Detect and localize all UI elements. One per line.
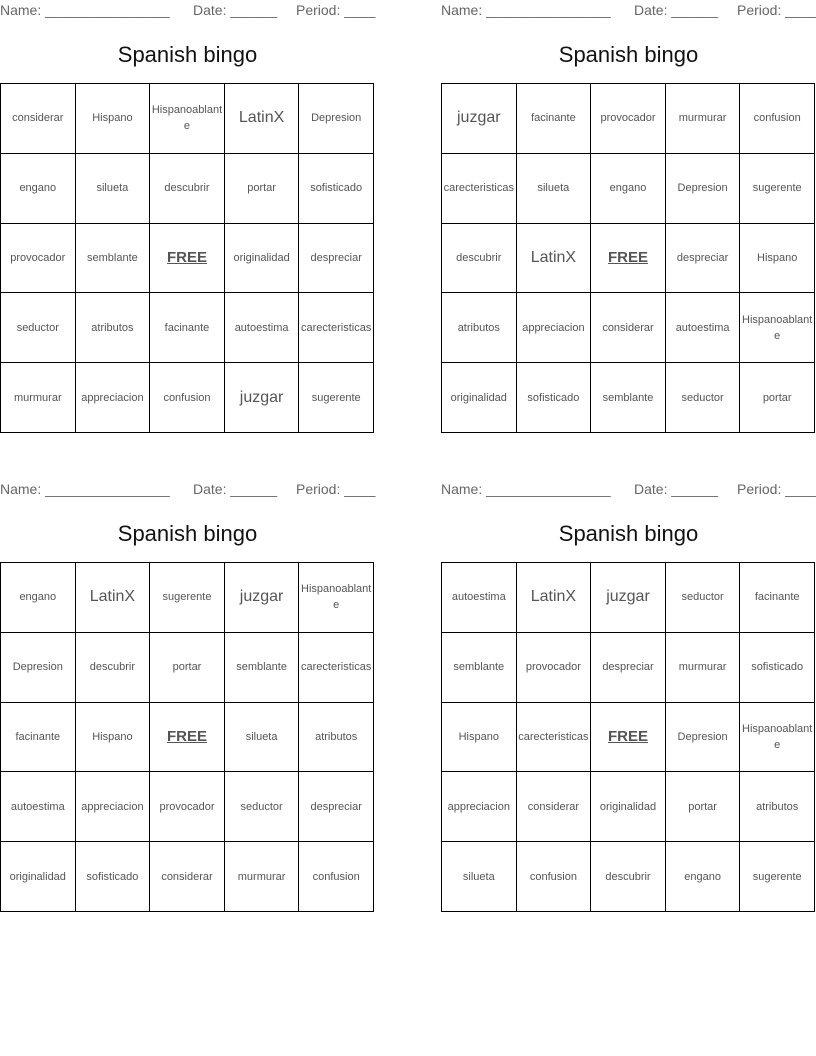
bingo-cell: sugerente [150, 563, 225, 633]
bingo-cell: provocador [150, 772, 225, 842]
bingo-cell: considerar [150, 842, 225, 912]
bingo-cell: descubrir [591, 842, 666, 912]
name-field: Name: ________________ [441, 2, 611, 18]
bingo-cell: confusion [299, 842, 374, 912]
bingo-cell: sofisticado [299, 154, 374, 224]
bingo-cell: juzgar [591, 563, 666, 633]
bingo-cell: confusion [740, 84, 815, 154]
bingo-cell: confusion [150, 363, 225, 433]
bingo-cell: originalidad [442, 363, 517, 433]
bingo-cell: semblante [76, 224, 151, 294]
bingo-cell: appreciacion [76, 772, 151, 842]
period-field: Period: ____ [296, 481, 376, 497]
bingo-cell: considerar [591, 293, 666, 363]
card-title: Spanish bingo [558, 42, 699, 67]
bingo-cell: provocador [591, 84, 666, 154]
bingo-cell: autoestima [225, 293, 300, 363]
bingo-cell: juzgar [442, 84, 517, 154]
bingo-cell: Hispanoablante [150, 84, 225, 154]
bingo-cell: silueta [225, 703, 300, 773]
bingo-cell: atributos [76, 293, 151, 363]
bingo-cell: sofisticado [740, 633, 815, 703]
bingo-cell: considerar [517, 772, 592, 842]
bingo-cell: juzgar [225, 363, 300, 433]
bingo-cell: sugerente [299, 363, 374, 433]
bingo-cell: Hispano [740, 224, 815, 294]
bingo-cell: atributos [442, 293, 517, 363]
period-field: Period: ____ [737, 481, 816, 497]
bingo-cell: appreciacion [76, 363, 151, 433]
student-info-line [441, 0, 816, 20]
bingo-cell: carecteristicas [299, 293, 374, 363]
bingo-cell: autoestima [1, 772, 76, 842]
card-title: Spanish bingo [117, 42, 258, 67]
bingo-grid [0, 562, 374, 912]
student-info-line [0, 0, 375, 20]
bingo-cell: confusion [517, 842, 592, 912]
name-field: Name: ________________ [441, 481, 611, 497]
bingo-cell: descubrir [442, 224, 517, 294]
name-field: Name: ________________ [0, 481, 170, 497]
bingo-cell: sofisticado [517, 363, 592, 433]
period-field: Period: ____ [737, 2, 816, 18]
free-space: FREE [150, 703, 225, 773]
bingo-cell: murmurar [1, 363, 76, 433]
bingo-cell: sofisticado [76, 842, 151, 912]
bingo-cell: despreciar [666, 224, 741, 294]
card-title: Spanish bingo [558, 521, 699, 546]
free-space: FREE [591, 224, 666, 294]
bingo-cell: provocador [517, 633, 592, 703]
bingo-cell: portar [225, 154, 300, 224]
bingo-cell: seductor [666, 363, 741, 433]
bingo-cell: engano [1, 563, 76, 633]
bingo-cell: atributos [740, 772, 815, 842]
date-field: Date: ______ [193, 481, 278, 497]
bingo-cell: appreciacion [517, 293, 592, 363]
bingo-cell: originalidad [225, 224, 300, 294]
bingo-grid [441, 83, 815, 433]
bingo-cell: juzgar [225, 563, 300, 633]
bingo-cell: despreciar [591, 633, 666, 703]
bingo-cell: despreciar [299, 772, 374, 842]
bingo-cell: atributos [299, 703, 374, 773]
bingo-cell: murmurar [666, 633, 741, 703]
bingo-cell: semblante [442, 633, 517, 703]
bingo-cell: murmurar [666, 84, 741, 154]
bingo-cell: engano [591, 154, 666, 224]
bingo-grid [441, 562, 815, 912]
bingo-cell: semblante [591, 363, 666, 433]
bingo-cell: engano [1, 154, 76, 224]
bingo-cell: engano [666, 842, 741, 912]
bingo-cell: descubrir [150, 154, 225, 224]
bingo-cell: originalidad [591, 772, 666, 842]
student-info-line [441, 479, 816, 499]
period-field: Period: ____ [296, 2, 376, 18]
bingo-cell: murmurar [225, 842, 300, 912]
bingo-cell: facinante [740, 563, 815, 633]
bingo-cell: Hispano [76, 703, 151, 773]
bingo-cell: Hispanoablante [740, 293, 815, 363]
bingo-cell: Hispanoablante [299, 563, 374, 633]
date-field: Date: ______ [634, 481, 719, 497]
bingo-cell: Hispano [442, 703, 517, 773]
bingo-cell: facinante [517, 84, 592, 154]
bingo-cell: Hispanoablante [740, 703, 815, 773]
date-field: Date: ______ [193, 2, 278, 18]
bingo-grid [0, 83, 374, 433]
name-field: Name: ________________ [0, 2, 170, 18]
bingo-cell: facinante [1, 703, 76, 773]
bingo-cell: sugerente [740, 154, 815, 224]
bingo-cell: LatinX [225, 84, 300, 154]
bingo-cell: seductor [666, 563, 741, 633]
bingo-cell: portar [150, 633, 225, 703]
bingo-cell: silueta [76, 154, 151, 224]
bingo-cell: autoestima [666, 293, 741, 363]
bingo-cell: seductor [1, 293, 76, 363]
free-space: FREE [150, 224, 225, 294]
bingo-cell: seductor [225, 772, 300, 842]
bingo-cell: portar [666, 772, 741, 842]
bingo-cell: Depresion [666, 154, 741, 224]
bingo-cell: sugerente [740, 842, 815, 912]
bingo-cell: Depresion [1, 633, 76, 703]
bingo-cell: originalidad [1, 842, 76, 912]
bingo-cell: provocador [1, 224, 76, 294]
bingo-cell: considerar [1, 84, 76, 154]
bingo-cell: semblante [225, 633, 300, 703]
bingo-cell: silueta [517, 154, 592, 224]
bingo-cell: Hispano [76, 84, 151, 154]
bingo-cell: descubrir [76, 633, 151, 703]
date-field: Date: ______ [634, 2, 719, 18]
bingo-cell: autoestima [442, 563, 517, 633]
bingo-cell: facinante [150, 293, 225, 363]
bingo-cell: carecteristicas [299, 633, 374, 703]
bingo-cell: silueta [442, 842, 517, 912]
bingo-cell: LatinX [517, 224, 592, 294]
bingo-cell: carecteristicas [442, 154, 517, 224]
bingo-cell: LatinX [76, 563, 151, 633]
bingo-cell: carecteristicas [517, 703, 592, 773]
card-title: Spanish bingo [117, 521, 258, 546]
bingo-cell: Depresion [299, 84, 374, 154]
bingo-cell: despreciar [299, 224, 374, 294]
bingo-cell: portar [740, 363, 815, 433]
student-info-line [0, 479, 375, 499]
bingo-cell: LatinX [517, 563, 592, 633]
free-space: FREE [591, 703, 666, 773]
bingo-cell: appreciacion [442, 772, 517, 842]
bingo-cell: Depresion [666, 703, 741, 773]
